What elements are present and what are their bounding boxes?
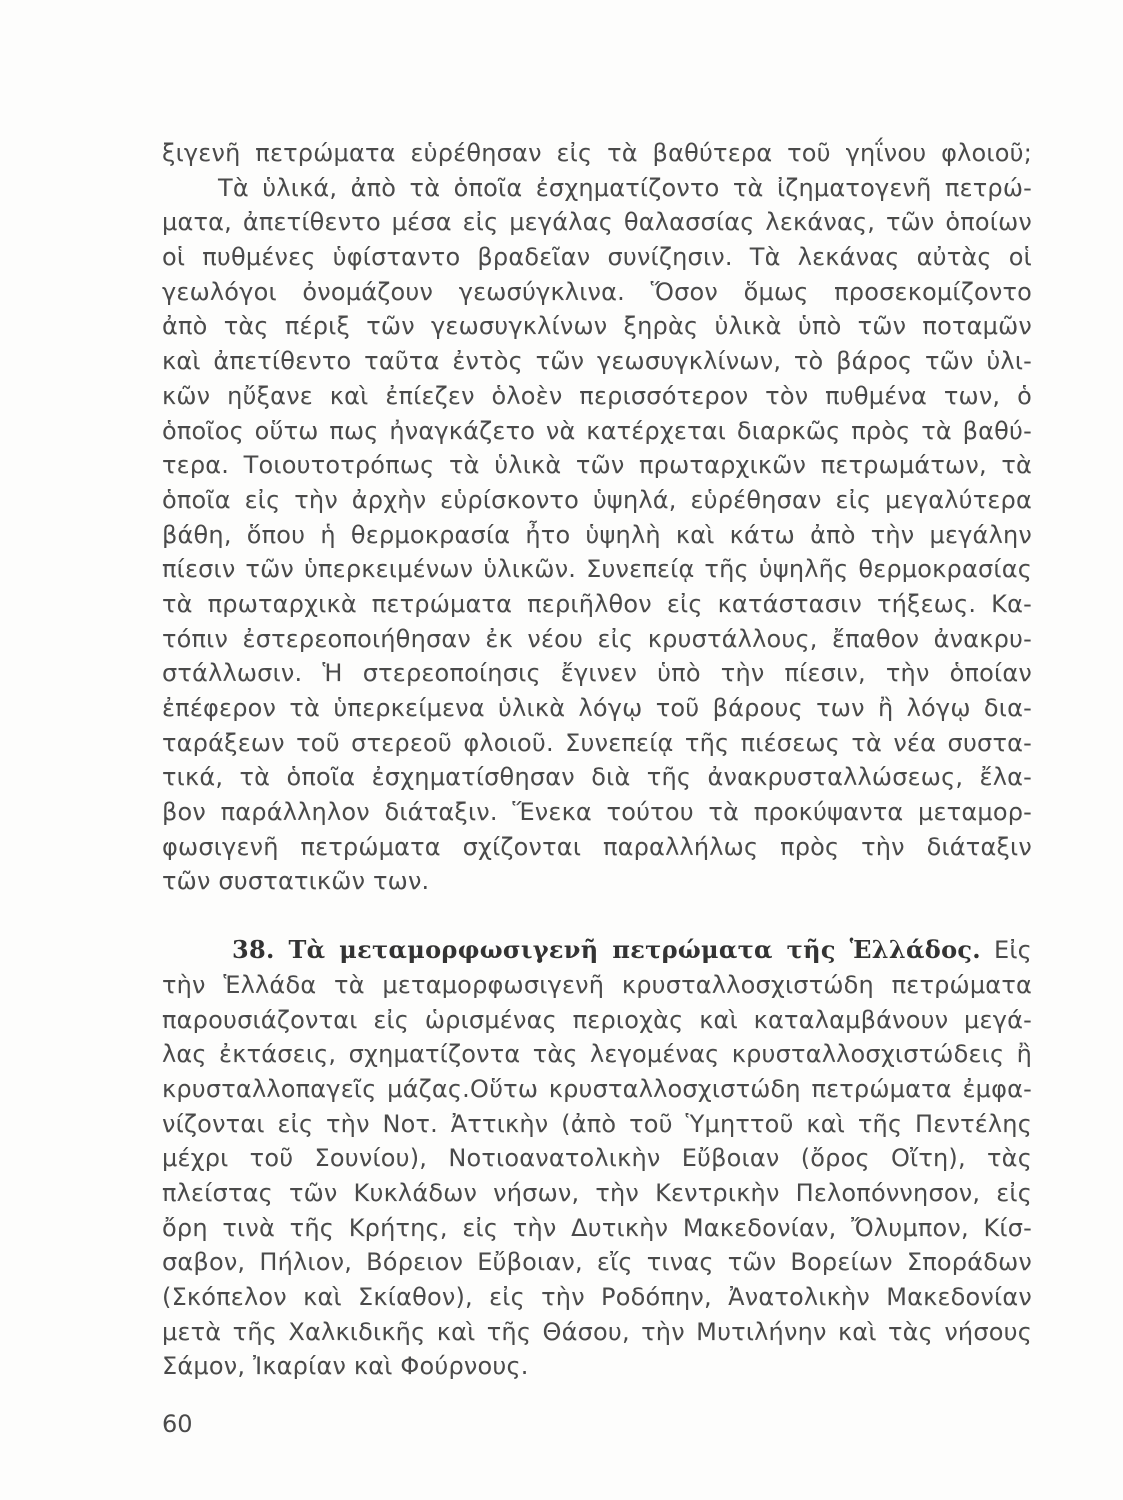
text-line: ἀπὸ τὰς πέριξ τῶν γεωσυγκλίνων ξηρὰς ὑλικὰ ὑπὸ τῶν ποταμῶν — [162, 312, 1032, 341]
text-line: μέχρι τοῦ Σουνίου), Νοτιοανατολικὴν Εὔβοιαν (ὄρος Οἴτη), τὰς — [162, 1144, 1032, 1173]
text-line: πλείστας τῶν Κυκλάδων νήσων, τὴν Κεντρικὴν Πελοπόννησον, εἰς — [162, 1178, 1032, 1207]
section-gap — [162, 899, 1032, 933]
text-line: ματα, ἀπετίθεντο μέσα εἰς μεγάλας θαλασσίας λεκάνας, τῶν ὁποίων — [162, 208, 1032, 237]
text-line: νίζονται εἰς τὴν Νοτ. Ἀττικὴν (ἀπὸ τοῦ Ὑμηττοῦ καὶ τῆς Πεντέλης — [162, 1109, 1032, 1138]
text-line: (Σκόπελον καὶ Σκίαθον), εἰς τὴν Ροδόπην, Ἀνατολικὴν Μακεδονίαν — [162, 1283, 1032, 1311]
text-line: γεωλόγοι ὀνομάζουν γεωσύγκλινα. Ὅσον ὅμως προσεκομίζοντο — [162, 277, 1032, 306]
section-heading-tail: Εἰς — [994, 936, 1032, 965]
text-line: τὰ πρωταρχικὰ πετρώματα περιῆλθον εἰς κατάστασιν τήξεως. Κα- — [162, 589, 1032, 618]
text-line: σαβον, Πήλιον, Βόρειον Εὔβοιαν, εἴς τινας τῶν Βορείων Σποράδων — [162, 1248, 1032, 1277]
text-line: λας ἐκτάσεις, σχηματίζοντα τὰς λεγομένας κρυσταλλοσχιστώδεις ἢ — [162, 1040, 1032, 1069]
text-line: τόπιν ἐστερεοποιήθησαν ἐκ νέου εἰς κρυστάλλους, ἔπαθον ἀνακρυ- — [162, 624, 1032, 653]
text-line: πίεσιν τῶν ὑπερκειμένων ὑλικῶν. Συνεπείᾳ τῆς ὑψηλῆς θερμοκρασίας — [162, 555, 1032, 584]
text-line: βάθη, ὅπου ἡ θερμοκρασία ἦτο ὑψηλὴ καὶ κάτω ἀπὸ τὴν μεγάλην — [162, 520, 1032, 549]
text-line: ὄρη τινὰ τῆς Κρήτης, εἰς τὴν Δυτικὴν Μακεδονίαν, Ὄλυμπον, Κίσ- — [162, 1213, 1032, 1242]
page-text — [162, 136, 1032, 1384]
text-line: στάλλωσιν. Ἡ στερεοποίησις ἔγινεν ὑπὸ τὴν πίεσιν, τὴν ὁποίαν — [162, 659, 1032, 688]
page-number: 60 — [162, 1410, 193, 1438]
text-line: κρυσταλλοπαγεῖς μάζας.Οὕτω κρυσταλλοσχιστώδη πετρώματα ἐμφα- — [162, 1074, 1032, 1103]
section-heading-line — [162, 933, 1032, 968]
text-line: Σάμον, Ἰκαρίαν καὶ Φούρνους. — [162, 1352, 529, 1381]
text-line: ταράξεων τοῦ στερεοῦ φλοιοῦ. Συνεπείᾳ τῆς πιέσεως τὰ νέα συστα- — [162, 728, 1032, 757]
text-line: παρουσιάζονται εἰς ὡρισμένας περιοχὰς καὶ καταλαμβάνουν μεγά- — [162, 1005, 1032, 1034]
text-line: Τὰ ὑλικά, ἀπὸ τὰ ὁποῖα ἐσχηματίζοντο τὰ ἰζηματογενῆ πετρώ- — [218, 173, 1032, 202]
text-line: καὶ ἀπετίθεντο ταῦτα ἐντὸς τῶν γεωσυγκλίνων, τὸ βάρος τῶν ὑλι- — [162, 347, 1032, 376]
text-line: τερα. Τοιουτοτρόπως τὰ ὑλικὰ τῶν πρωταρχικῶν πετρωμάτων, τὰ — [162, 451, 1032, 480]
text-line: ξιγενῆ πετρώματα εὑρέθησαν εἰς τὰ βαθύτερα τοῦ γηΐνου φλοιοῦ; — [162, 139, 1032, 167]
text-line: οἱ πυθμένες ὑφίσταντο βραδεῖαν συνίζησιν. Τὰ λεκάνας αὐτὰς οἱ — [162, 243, 1032, 272]
text-line: ὁποῖος οὕτω πως ἠναγκάζετο νὰ κατέρχεται διαρκῶς πρὸς τὰ βαθύ- — [162, 416, 1032, 445]
text-line: κῶν ηὔξανε καὶ ἐπίεζεν ὁλοὲν περισσότερον τὸν πυθμένα των, ὁ — [162, 381, 1032, 410]
text-line: ἐπέφερον τὰ ὑπερκείμενα ὑλικὰ λόγῳ τοῦ βάρους των ἢ λόγῳ δια- — [162, 694, 1032, 722]
text-line: τῶν συστατικῶν των. — [162, 867, 430, 896]
paragraph-continuation — [162, 136, 1032, 899]
text-line: μετὰ τῆς Χαλκιδικῆς καὶ τῆς Θάσου, τὴν Μυτιλήνην καὶ τὰς νήσους — [162, 1317, 1032, 1346]
text-line: φωσιγενῆ πετρώματα σχίζονται παραλλήλως πρὸς τὴν διάταξιν — [162, 832, 1032, 861]
section-38 — [162, 933, 1032, 1384]
section-heading: 38. Τὰ μεταμορφωσιγενῆ πετρώματα τῆς Ἑλλάδος. — [232, 935, 981, 965]
text-line: τὴν Ἑλλάδα τὰ μεταμορφωσιγενῆ κρυσταλλοσχιστώδη πετρώματα — [162, 970, 1032, 999]
text-line: τικά, τὰ ὁποῖα ἐσχηματίσθησαν διὰ τῆς ἀνακρυσταλλώσεως, ἔλα- — [162, 763, 1032, 792]
text-line: ὁποῖα εἰς τὴν ἀρχὴν εὑρίσκοντο ὑψηλά, εὑρέθησαν εἰς μεγαλύτερα — [162, 485, 1032, 514]
text-line: βον παράλληλον διάταξιν. Ἕνεκα τούτου τὰ προκύψαντα μεταμορ- — [162, 798, 1032, 827]
